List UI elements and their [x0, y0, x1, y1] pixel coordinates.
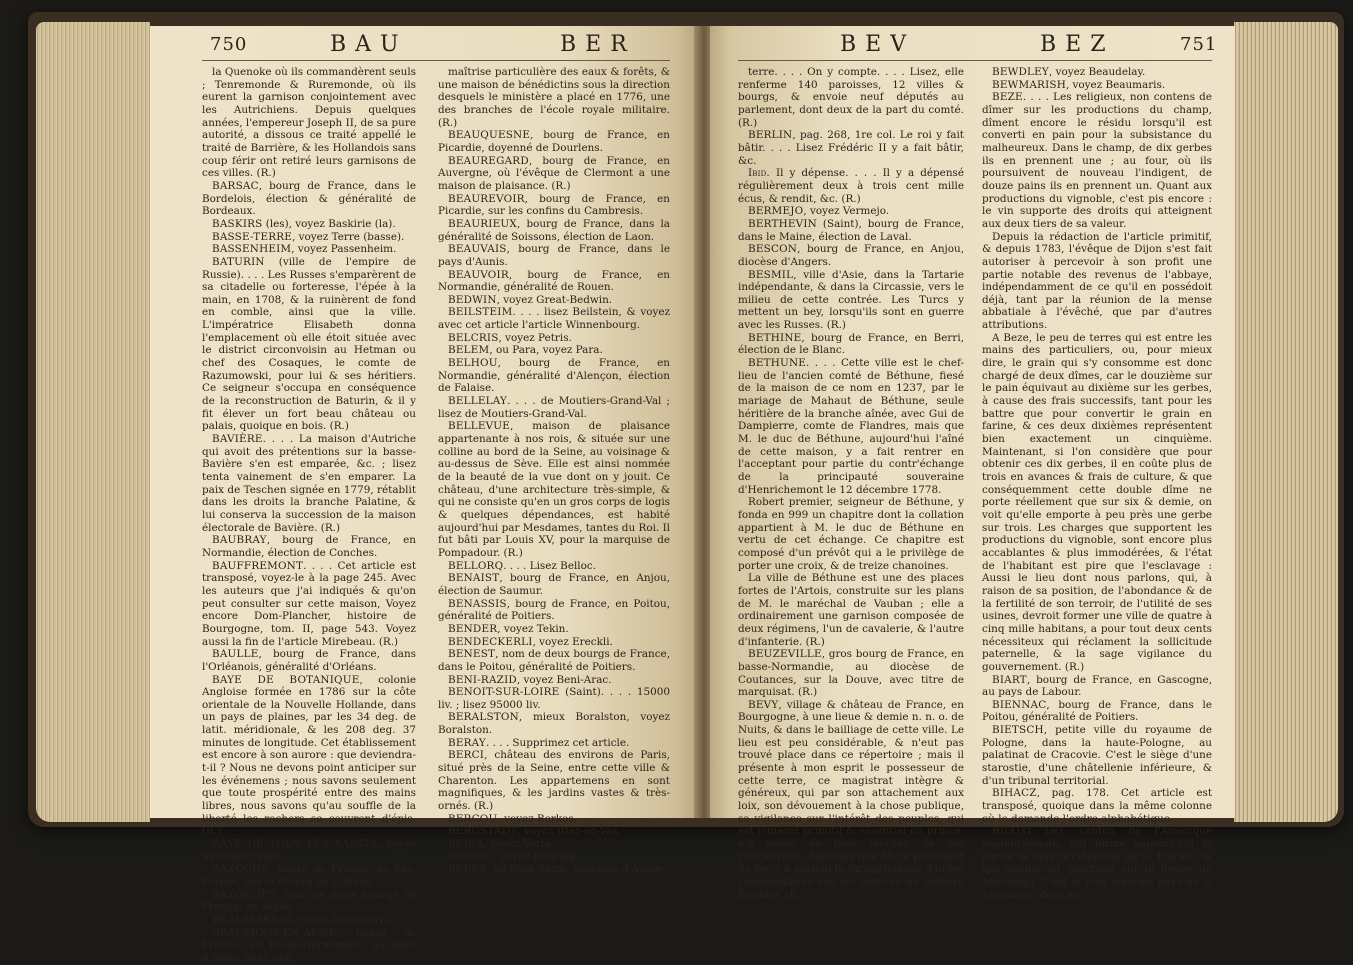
entry-headword: BASSE-TERRE [212, 230, 293, 243]
entry-text: , village & château de France, en Bourgogne, à une lieue & demie n. n. o. de Nuits, & dans le bailliage de cette ville. Le lieu est peu considérable, & n'eut pas trouvé place dans ce répertoire ; mais il présente à mon esprit le possesseur de cette terre, ce magistrat intègre & généreux, qui par son attachement aux loix, son dévouement à la chose publique, sa vigilance sur l'intérêt des peuples, qui est l'intérêt primitif & essentiel du prince, n'a cessé de bien mériter de ses concitoyens. Ajoutons que M. le président de Bevy a enrichi la jurisprudence d'utiles commentaires sur les œuvres du célèbre Bouhier. (R.) [738, 698, 964, 901]
entry-text: . . . . de Moutiers-Grand-Val ; lisez de Moutiers-Grand-Val. [438, 395, 670, 420]
entry-text: . . . . Supprimez cet article. [486, 736, 630, 749]
dictionary-entry [438, 813, 670, 826]
dictionary-entry [438, 598, 670, 623]
entry-text: La ville de Béthune est une des places fortes de l'Artois, construite sur les plans de M. le maréchal de Vauban ; elle a ordinairement une garnison composée de deux régimens, l'un de cavalerie, & l'autre d'infanterie. (R.) [738, 572, 964, 648]
dictionary-entry [438, 332, 670, 345]
dictionary-entry [438, 395, 670, 420]
entry-headword: BENDECKERLI [448, 635, 533, 648]
left-page-column-1 [202, 66, 416, 964]
dictionary-entry [982, 231, 1212, 332]
right-header-rule [738, 60, 1212, 61]
dictionary-entry [982, 91, 1212, 230]
dictionary-entry [738, 357, 964, 496]
dictionary-entry [738, 167, 964, 205]
entry-headword: BERKS [448, 863, 487, 876]
entry-text: , château des environs de Paris, situé près de la Seine, entre cette ville & Charenton. Les appartemens en sont magnifiques, & les jardins vastes & très-ornés. (R.) [438, 749, 670, 813]
entry-headword: BENI-RAZID [448, 673, 517, 686]
entry-text: , bourg de France, au bas-Perche, sur la rivière de Coitron. [202, 863, 416, 888]
right-page-number: 751 [1180, 34, 1218, 55]
entry-text: , bourg de France, en Poitou, généralité de Poitiers. [438, 597, 670, 623]
entry-text: . . . . Cet article est transposé, voyez-le à la page 245. Avec les auteurs que j'ai indiqués & qu'on peut consulter sur cette maison, Voyez encore Dom-Plancher, histoire de Bourgogne, tom. II, page 543. Voyez aussi la fin de l'article Mirebeau. (R.) [202, 559, 416, 648]
dictionary-entry [982, 79, 1212, 92]
entry-headword: BEDWIN [448, 293, 497, 306]
entry-headword: BESMIL [748, 268, 794, 281]
entry-headword: BAYE DE BOTANIQUE [212, 673, 360, 686]
left-headword-2: BER [560, 32, 636, 57]
entry-text: , voyez Vermejo. [803, 205, 890, 218]
entry-text: Robert premier, seigneur de Béthune, y fonda en 999 un chapitre dont la collation appartient à M. le duc de Béthune en vertu de cet échange. Ce chapitre est composé d'un prévôt qui a le privilège de porter une croix, & de treize chanoines. [738, 496, 964, 572]
entry-text: , voyez Petris. [498, 331, 572, 344]
entry-text: Il y dépense. . . . Il y a dépensé régulièrement deux à trois cent mille écus, & rendit, &c. (R.) [738, 167, 964, 205]
dictionary-entry [202, 256, 416, 433]
entry-headword: BAVIÈRE [212, 433, 263, 446]
entry-text: , pag. 268, 1re col. Le roi y fait bâtir. . . . Lisez Frédéric II y a fait bâtir, &c. [738, 129, 964, 167]
entry-text: , colonie Angloise formée en 1786 sur la côte orientale de la Nouvelle Hollande, dans un pays de plaines, par les 34 deg. de latit. méridionale, & les 208 deg. 37 minutes de longitude. Cet établissement est encore à son aurore : que deviendra-t-il ? Nous ne devons point anticiper sur les événemens ; nous savons seulement que toute prospérité entre des mains libres, nous savons qu'au souffle de la liberté les rochers se couvrent d'épis. (R.) [202, 673, 416, 838]
entry-headword: BELHOU [448, 357, 498, 370]
dictionary-entry [438, 357, 670, 395]
entry-text: , bourg de France, en Berri, élection de le Blanc. [738, 331, 964, 357]
entry-headword: BIENNAC [992, 698, 1047, 711]
dictionary-entry [438, 838, 670, 851]
entry-text: , bourg de France, en Gascogne, au pays de Labour. [982, 673, 1212, 699]
right-headword-1: BEV [840, 32, 916, 57]
entry-text: , voyez Beaumaris. [292, 913, 392, 926]
dictionary-entry [438, 686, 670, 711]
entry-text: , voyez Beni-Arac. [516, 673, 612, 686]
left-headword-1: BAU [330, 32, 408, 57]
dictionary-entry [738, 218, 964, 243]
dictionary-entry [982, 699, 1212, 724]
dictionary-entry [202, 560, 416, 649]
entry-headword: BENDER [448, 622, 498, 635]
entry-text: , ou Berk-Shire, province d'Angle- [486, 863, 666, 876]
dictionary-entry [202, 534, 416, 559]
entry-headword: BELEM [448, 344, 490, 357]
right-page-edges [1234, 22, 1338, 822]
entry-text: , voyez Tekin. [497, 622, 569, 635]
dictionary-entry [202, 674, 416, 839]
entry-text: , gros bourg de France, en basse-Normandie, au diocèse de Coutances, sur la Douve, avec titre de marquisat. (R.) [738, 648, 964, 699]
entry-headword: BERCI [448, 749, 485, 762]
left-page-edges [36, 22, 150, 822]
entry-text: , bourg de France, en Anjou, diocèse d'Angers. [738, 243, 964, 268]
dictionary-entry [982, 724, 1212, 787]
dictionary-entry [202, 927, 416, 965]
entry-headword: BERALSTON [448, 711, 519, 724]
entry-text: (Saint), bourg de France, dans le Maine, élection de Laval. [738, 217, 964, 243]
dictionary-entry [982, 66, 1212, 79]
entry-text: , bourg de France, dans le Bordelois, élection & généralité de Bordeaux. [202, 179, 416, 218]
dictionary-entry [982, 787, 1212, 825]
dictionary-entry [982, 825, 1212, 901]
dictionary-entry [202, 863, 416, 888]
dictionary-entry [438, 648, 670, 673]
dictionary-entry [202, 66, 416, 180]
entry-text: . . . . Les religieux, non contens de dîmer sur les productions du champ, dîment encore le résidu lorsqu'il est converti en pain pour la subsistance du malheureux. Dans le champ, de dix gerbes ils en prennent une ; au four, où ils poursuivent de nouveau l'indigent, de douze pains ils en prennent un. Quant aux productions du vignoble, c'est pis encore : le vin supporte des droits qui atteignent aux deux tiers de sa valeur. [982, 91, 1212, 230]
entry-headword: BASKIRS [212, 217, 263, 230]
entry-text: , voyez Beaudelay. [1048, 66, 1146, 78]
entry-text: . . . . La maison d'Autriche qui avoit des prétentions sur la basse-Bavière s'en est emparée, &c. ; lisez tenta vainement de s'en emparer. La paix de Teschen signée en 1779, rétablit dans les droits la branche Palatine, & lui conserva la succession de la maison électorale de Bavière. (R.) [202, 433, 416, 534]
entry-headword: BERTHEVIN [748, 217, 817, 230]
entry-headword: BENASSIS [448, 597, 507, 610]
entry-headword: BERLIN [748, 129, 793, 142]
entry-headword: BELCRIS [448, 331, 499, 344]
entry-text: . . . . Cette ville est le chef-lieu de l'ancien comté de Béthune, fiesé de la maison de ce nom en 1237, par le mariage de Mahaut de Béthune, seule héritière de la branche aînée, avec Gui de Dampierre, comte de Flandres, mais que M. le duc de Béthune, aujourd'hui l'aîné de cette maison, y a fait rentrer en l'acceptant pour partie du contr'échange de la principauté souveraine d'Henrichemont le 12 décembre 1778. [738, 357, 964, 496]
entry-headword: BELLELAY [448, 395, 508, 408]
entry-headword: BENOIT-SUR-LOIRE [448, 686, 560, 699]
dictionary-entry [982, 674, 1212, 699]
entry-headword: BERGSTADT [448, 825, 518, 838]
entry-text: , voyez Great-Bedwin. [496, 293, 613, 306]
dictionary-entry [438, 66, 670, 129]
dictionary-entry [202, 648, 416, 673]
entry-text: , bourg de France, dans le Poitou, généralité de Poitiers. [982, 698, 1212, 724]
entry-headword: BEILSTEIM [448, 306, 513, 319]
entry-headword: BAZOUGES [212, 888, 277, 901]
dictionary-entry [438, 129, 670, 154]
entry-text: A Beze, le peu de terres qui est entre les mains des particuliers, ou, pour mieux dire, le grain qui s'y consomme est donc chargé de deux dîmes, car le douzième sur le pain équivaut au dixième sur les gerbes, à cause des frais successifs, tant pour les battre que pour convertir le grain en farine, & ces deux dixièmes représentent bien exactement un cinquième. Maintenant, si l'on considère que pour obtenir ces dix gerbes, il en coûte plus de trois en avances & frais de culture, & que conséquemment cette double dîme ne porte réellement que sur six & demie, on voit qu'elle emporte à peu près une gerbe sur trois. Les charges que supportent les productions du vignoble, sont encore plus accablantes & plus immodérées, & l'état de l'habitant est pire que l'esclavage : Aussi le lieu dont nous parlons, qui, à raison de sa position, de l'abondance & de la fertilité de son terroir, de l'utilité de ses usines, devroit former une ville de quatre à cinq mille habitans, a pour tout deux cents nécessiteux qui réclament la sollicitude paternelle, & la sage vigilance du gouvernement. (R.) [982, 331, 1212, 673]
dictionary-entry [438, 243, 670, 268]
entry-headword: BERING [448, 850, 494, 863]
dictionary-entry [438, 269, 670, 294]
dictionary-entry [438, 636, 670, 649]
entry-headword: BIART [992, 673, 1027, 686]
entry-headword: BERAY [448, 736, 486, 749]
entry-headword: BEUZEVILLE [748, 648, 822, 661]
entry-headword: Ibid. [748, 167, 770, 180]
entry-text: , voyez Ereckli. [532, 635, 613, 648]
dictionary-entry [438, 560, 670, 573]
left-running-head [150, 26, 698, 62]
dictionary-entry [202, 889, 416, 914]
entry-headword: BEWDLEY [992, 66, 1049, 78]
entry-headword: BAUBRAY [212, 534, 267, 547]
right-headword-2: BEZ [1040, 32, 1115, 57]
right-page-column-1 [738, 66, 964, 901]
entry-text: maîtrise particulière des eaux & forêts, & une maison de bénédictins sous la direction desquels le ministère a placé en 1776, une des branches de l'école royale militaire. (R.) [438, 66, 670, 129]
entry-text: (le), canton de l'Amérique septentrionale, qui forme aujourd'hui la partie la plus occidentale de la Floride, & qui appuie au couchant sur le fleuve de Mississipi. C'est le plus mauvais pays de la Louisiane, dont les [982, 825, 1212, 901]
dictionary-entry [202, 218, 416, 231]
entry-headword: BEAUMONT-EN-AUGE [212, 926, 337, 939]
entry-text: , mieux Boralston, voyez Boralston. [438, 711, 670, 737]
entry-headword: BESCON [748, 243, 798, 256]
dictionary-entry [438, 674, 670, 687]
entry-text: , voyez Veria. [483, 838, 554, 851]
dictionary-entry [738, 572, 964, 648]
dictionary-entry [438, 737, 670, 750]
entry-headword: BEAUVAIS [448, 243, 507, 256]
dictionary-entry [438, 294, 670, 307]
entry-headword: BAYE DE TOUS LES SAINTS [212, 838, 378, 851]
entry-text: la Quenoke où ils commandèrent seuls ; Tenremonde & Ruremonde, où ils eurent la garnison conjointement avec les Autrichiens. Depuis quelques années, l'empereur Joseph II, de sa pure autorité, a dissous ce traité appellé le traité de Barrière, & les Hollandois sans coup férir ont retiré leurs garnisons de ces villes. (R.) [202, 66, 416, 180]
entry-text: . . . . lisez Beilstein, & voyez avec cet article l'article Winnenbourg. [438, 306, 670, 332]
entry-headword: BERMEJO [748, 205, 804, 218]
entry-headword: BAZOCHE [212, 863, 269, 876]
dictionary-entry [982, 332, 1212, 674]
dictionary-entry [438, 572, 670, 597]
right-page-column-2 [982, 66, 1212, 901]
dictionary-entry [202, 914, 416, 927]
dictionary-entry [438, 193, 670, 218]
entry-headword: BETHUNE [748, 357, 807, 370]
dictionary-entry [438, 863, 670, 876]
entry-headword: BELLEVUE [448, 420, 511, 433]
entry-text: , ou Para, voyez Para. [489, 344, 603, 357]
right-running-head [710, 26, 1235, 62]
entry-headword: BATURIN [212, 255, 265, 268]
dictionary-entry [738, 205, 964, 218]
entry-text: , bourg de France, dans la généralité de Soissons, élection de Laon. [438, 217, 670, 243]
dictionary-entry [438, 420, 670, 559]
entry-headword: BASSENHEIM [212, 243, 292, 256]
entry-headword: BAULLE [212, 648, 259, 661]
entry-headword: BARSAC [212, 179, 259, 192]
dictionary-entry [738, 269, 964, 332]
entry-text: , voyez Terre (basse). [292, 230, 405, 243]
dictionary-entry [438, 749, 670, 812]
dictionary-entry [738, 332, 964, 357]
entry-text: , voyez Beaumaris. [1065, 78, 1166, 91]
dictionary-entry [738, 129, 964, 167]
dictionary-entry [438, 623, 670, 636]
entry-headword: BEAUVOIR [448, 268, 509, 281]
entry-text: , nom de deux bourgs de France, dans le Poitou, généralité de Poitiers. [438, 648, 670, 673]
entry-text: , nom de deux bourgs de France, en Anjou. [202, 888, 416, 914]
entry-headword: BEAUQUESNE [448, 129, 531, 142]
entry-text: , voyez Borkos. [497, 812, 578, 825]
right-page [710, 26, 1235, 901]
entry-headword: BEVY [748, 698, 779, 711]
left-page-column-2 [438, 66, 670, 876]
entry-headword: BENAIST [448, 572, 500, 585]
entry-text: , bourg de France, en Normandie, généralité de Rouen. [438, 268, 670, 294]
entry-text: , bourg de France, en Normandie, élection de Conches. [202, 534, 416, 559]
left-page [150, 26, 698, 964]
entry-text: , petite ville du royaume de Pologne, dans la haute-Pologne, au palatinat de Cracovie. C'est le siège d'une starostie, d'une châtellenie inférieure, & d'un tribunal territorial. [982, 724, 1212, 787]
entry-text: , voyez Salvador (San). [202, 838, 416, 863]
entry-headword: BERIA [448, 838, 484, 851]
entry-headword: BEWMARISH [992, 78, 1066, 91]
entry-text: (les), voyez Baskirie (la). [262, 217, 396, 230]
entry-text: (ville de l'empire de Russie). . . . Les Russes s'emparèrent de sa citadelle ou forteresse, l'épée à la main, en 1708, & la ruinèrent de fond en comble, ainsi que la ville. L'impératrice Elisabeth donna l'emplacement où elle étoit située avec le district circonvoisin au Hetman ou chef des Cosaques, le comte de Razumowski, pour lui & ses héritiers. Ce seigneur s'occupa en conséquence de la reconstruction de Baturin, & il y fit élever un fort beau château ou palais, quoique en bois. (R.) [202, 255, 416, 433]
entry-headword: BEAUMARICH [212, 913, 293, 926]
entry-headword: BEZE [992, 91, 1023, 104]
entry-text: , voyez Itter-en-Vas. [517, 825, 621, 838]
entry-headword: BAUFFREMONT [212, 559, 304, 572]
dictionary-entry [438, 344, 670, 357]
dictionary-entry [202, 243, 416, 256]
entry-text: , voyez Passenheim. [291, 243, 397, 256]
entry-headword: BILOXI [992, 825, 1032, 838]
entry-text: terre. . . . On y compte. . . . Lisez, elle renferme 140 paroisses, 12 villes & bourgs, & envoie neuf députés au parlement, dont deux de la part du comté. (R.) [738, 66, 964, 129]
left-header-rule [202, 60, 670, 61]
dictionary-entry [202, 838, 416, 863]
dictionary-entry [438, 825, 670, 838]
dictionary-entry [438, 155, 670, 193]
dictionary-entry [438, 218, 670, 243]
entry-text: , bourg de France, en basse-Normandie, au pays d'Auge, avec une [202, 926, 416, 964]
dictionary-entry [202, 231, 416, 244]
dictionary-entry [438, 851, 670, 864]
dictionary-entry [738, 496, 964, 572]
entry-headword: BENEST [448, 648, 496, 661]
entry-text: , ville d'Asie, dans la Tartarie indépendante, & dans la Circassie, vers le milieu de cette contrée. Les Turcs y mettent un bey, lorsqu'ils sont en guerre avec les Russes. (R.) [738, 268, 964, 332]
entry-text: , voyez Behring. [493, 850, 579, 863]
entry-text: , bourg de France, en Anjou, élection de Saumur. [438, 572, 670, 597]
entry-headword: BETHINE [748, 331, 802, 344]
entry-headword: BIETSCH [992, 724, 1044, 737]
entry-text: Depuis la rédaction de l'article primitif, & depuis 1783, l'évêque de Dijon s'est fait autoriser à percevoir à son profit une partie notable des revenus de l'abbaye, indépendamment de ce qu'il en possédoit déjà, tant par la réunion de la mense abbatiale à l'évêché, que par d'autres attributions. [982, 230, 1212, 332]
dictionary-entry [738, 66, 964, 129]
dictionary-entry [438, 306, 670, 331]
entry-text: , bourg de France, dans le pays d'Aunis. [438, 243, 670, 268]
dictionary-entry [738, 243, 964, 268]
dictionary-entry [438, 711, 670, 736]
entry-headword: BEAUREVOIR [448, 192, 525, 205]
entry-text: (Saint). . . . 15000 liv. ; lisez 95000 liv. [438, 686, 670, 711]
entry-text: , maison de plaisance appartenante à nos rois, & située sur une colline au bord de la Seine, au voisinage & au-dessus de Sève. Elle est ainsi nommée de la beauté de la vue dont on y jouit. Ce château, d'une architecture très-simple, & qui ne consiste qu'en un gros corps de logis & quelques dépendances, est habité aujourd'hui par Mesdames, tantes du Roi. Il fut bâti par Louis XV, pour la marquise de Pompadour. (R.) [438, 420, 670, 559]
entry-text: , bourg de France, en Picardie, sur les confins du Cambresis. [438, 192, 670, 218]
entry-text: , bourg de France, en Auvergne, où l'évêque de Clermont a une maison de plaisance. (R.) [438, 154, 670, 192]
dictionary-entry [738, 648, 964, 699]
entry-headword: BERCOU [448, 812, 498, 825]
entry-headword: BELLORQ [448, 559, 504, 572]
entry-text: , bourg de France, en Picardie, doyenné de Dourlens. [438, 129, 670, 154]
entry-headword: BEAUREGARD [448, 154, 529, 167]
entry-text: . . . . Lisez Belloc. [503, 559, 596, 572]
dictionary-entry [202, 433, 416, 534]
entry-text: , bourg de France, dans l'Orléanois, généralité d'Orléans. [202, 648, 416, 673]
entry-headword: BIHACZ [992, 787, 1037, 800]
dictionary-entry [738, 699, 964, 902]
dictionary-entry [202, 180, 416, 218]
entry-text: , bourg de France, en Normandie, généralité d'Alençon, élection de Falaise. [438, 357, 670, 395]
entry-headword: BEAURIEUX [448, 217, 517, 230]
left-page-number: 750 [210, 34, 248, 55]
entry-text: , pag. 178. Cet article est transposé, quoique dans la même colonne où le demande l'ordre alphabétique. [982, 787, 1212, 825]
